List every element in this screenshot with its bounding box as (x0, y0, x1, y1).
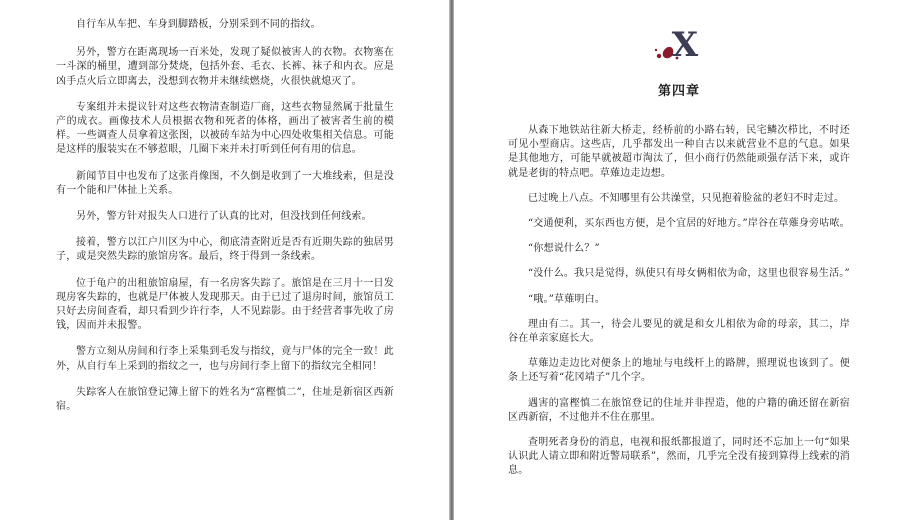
logo-letter: X (671, 25, 699, 65)
paragraph: 另外，警方针对报失人口进行了认真的比对，但没找到任何线索。 (76, 211, 372, 223)
paragraph: 查明死者身份的消息，电视和报纸都报道了，同时还不忘加上一句“如果认识此人请立即和附近警局联系”，然而，几乎完全没有接到算得上线索的消息。 (508, 437, 850, 477)
paragraph: “你想说什么？” (528, 243, 600, 255)
paragraph: “哦。”草薙明白。 (528, 293, 606, 305)
book-gutter (449, 0, 454, 520)
paragraph: 从森下地铁站往新大桥走，经桥前的小路右转，民宅鳞次栉比，不时还可见小型商店。这些店，几乎都发出一种自古以来就营业不息的气息。如果是其他地方，可能早就被超市淘汰了，但小商行仍然能顽强存活下来，或许就是老街的特点吧。草薙边走边想。 (508, 125, 850, 179)
paragraph: 新闻节目中也发布了这张肖像图，不久倒是收到了一大堆线索，但是没有一个能和尸体扯上关系。 (56, 170, 394, 196)
paragraph: 遇害的富樫慎二在旅馆登记的住址并非捏造，他的户籍的确还留在新宿区西新宿，不过他并不住在那里。 (508, 397, 850, 423)
paragraph: 专案组并未提议针对这些衣物清查制造厂商，这些衣物显然属于批量生产的成衣。画像技术人员根据衣物和死者的体格，画出了被害者生前的模样。一些调查人员拿着这张图，以被砖车站为中心四处收集相关信息。可能是这样的服装实在不够惹眼，几圈下来并未打听到任何有用的信息。 (56, 101, 394, 156)
paragraph: 失踪客人在旅馆登记簿上留下的姓名为“富樫慎二”，住址是新宿区西新宿。 (56, 386, 394, 413)
paragraph: 草薙边走边比对便条上的地址与电线杆上的路牌，照理说也该到了。便条上还写着“花冈靖子”几个字。 (508, 358, 850, 384)
paragraph: “没什么。我只是觉得，纵使只有母女俩相依为命，这里也很容易生活。” (528, 268, 850, 280)
right-page (456, 0, 900, 520)
paragraph: 理由有二。其一，待会儿要见的就是和女儿相依为命的母亲，其二，岸谷在单亲家庭长大。 (508, 318, 850, 345)
paragraph: 接着，警方以江户川区为中心，彻底清查附近是否有近期失踪的独居男子，或是突然失踪的旅馆房客。最后，终于得到一条线索。 (56, 237, 394, 263)
chapter-body (508, 124, 850, 479)
chapter-heading (508, 22, 850, 100)
paragraph: 另外，警方在距离现场一百米处，发现了疑似被害人的衣物。衣物塞在一斗深的桶里，遭到部分焚烧，包括外套、毛衣、长裤、袜子和内衣。应是凶手点火后立即离去，没想到衣物并未继续燃烧，火很快就熄灭了。 (56, 47, 394, 87)
paragraph: 位于龟户的出租旅馆扇屋，有一名房客失踪了。旅馆是在三月十一日发现房客失踪的，也就是尸体被人发现那天。由于已过了退房时间，旅馆员工只好去房间查看，却只看到少许行李，人不见踪影。由于经营者事先收了房钱，因而并未报警。 (56, 277, 394, 332)
paragraph: “交通便利，买东西也方便，是个宜居的好地方。”岸谷在草薙身旁咕哝。 (528, 218, 850, 230)
paragraph: 警方立刻从房间和行李上采集到毛发与指纹，竟与尸体的完全一致！此外，从自行车上采到的指纹之一，也与房间行李上留下的指纹完全相同！ (56, 346, 394, 372)
paragraph: 自行车从车把、车身到脚踏板，分别采到不同的指纹。 (76, 19, 321, 30)
chapter-logo-icon (649, 22, 709, 66)
chapter-title: 第四章 (657, 84, 700, 99)
paragraph: 已过晚上八点。不知哪里有公共澡堂，只见抱着脸盆的老妇不时走过。 (528, 192, 845, 204)
